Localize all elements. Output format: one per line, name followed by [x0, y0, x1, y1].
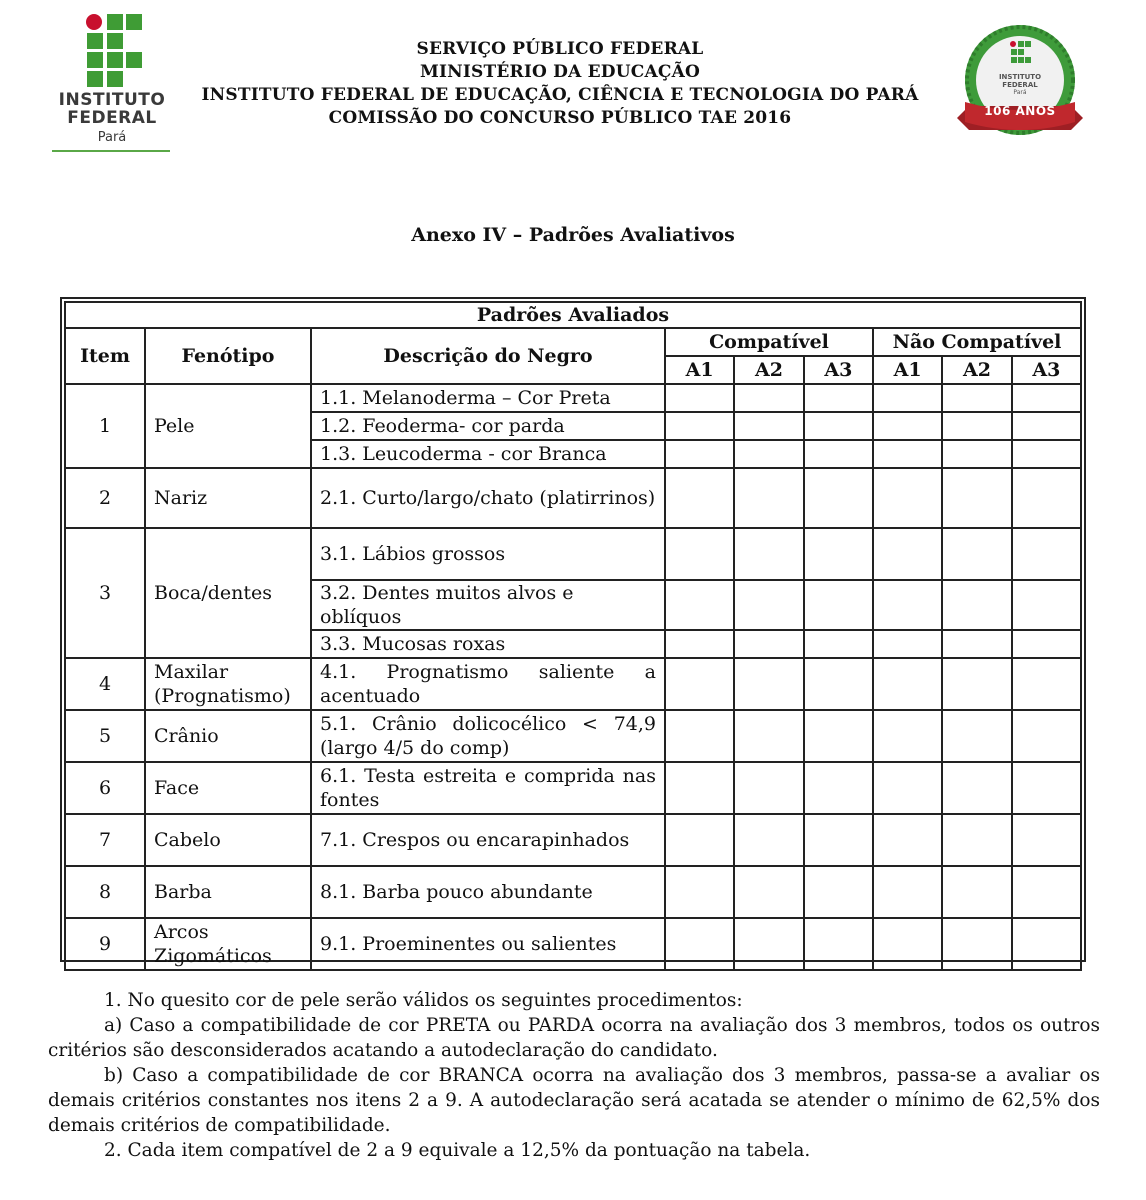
- mark-cell[interactable]: [734, 710, 803, 762]
- header-line: INSTITUTO FEDERAL DE EDUCAÇÃO, CIÊNCIA E TECNOLOGIA DO PARÁ: [201, 85, 919, 105]
- mark-cell[interactable]: [734, 528, 803, 580]
- evaluation-grid: [64, 301, 1082, 971]
- mark-cell[interactable]: [873, 440, 942, 468]
- mark-cell[interactable]: [734, 580, 803, 630]
- mark-cell[interactable]: [942, 918, 1011, 970]
- mark-cell[interactable]: [1012, 440, 1081, 468]
- col-item-header: Item: [65, 328, 145, 384]
- evaluator-header: A3: [1012, 356, 1081, 384]
- annex-title: Anexo IV – Padrões Avaliativos: [411, 224, 735, 246]
- mark-cell[interactable]: [1012, 918, 1081, 970]
- mark-cell[interactable]: [1012, 710, 1081, 762]
- mark-cell[interactable]: [804, 814, 873, 866]
- header-text: [180, 38, 940, 130]
- mark-cell[interactable]: [734, 658, 803, 710]
- descricao-cell: 6.1. Testa estreita e comprida nas fontes: [311, 762, 665, 814]
- mark-cell[interactable]: [665, 814, 734, 866]
- mark-cell[interactable]: [804, 710, 873, 762]
- mark-cell[interactable]: [1012, 580, 1081, 630]
- item-number: 5: [65, 710, 145, 762]
- note-item: 1. No quesito cor de pele serão válidos os seguintes procedimentos:: [104, 990, 743, 1011]
- mark-cell[interactable]: [665, 412, 734, 440]
- mark-cell[interactable]: [873, 814, 942, 866]
- table-row: [65, 866, 1081, 918]
- note-item: b) Caso a compatibilidade de cor BRANCA ocorra na avaliação dos 3 membros, passa-se a avaliar os demais critérios constantes nos itens 2 a 9. A autodeclaração será acatada se atender o mínimo de 62,5% dos demais critérios de compatibilidade.: [48, 1065, 1100, 1136]
- descricao-cell: 3.3. Mucosas roxas: [311, 630, 665, 658]
- mark-cell[interactable]: [873, 918, 942, 970]
- evaluation-table: [60, 297, 1086, 967]
- note-item: a) Caso a compatibilidade de cor PRETA ou PARDA ocorra na avaliação dos 3 membros, todos os outros critérios são desconsiderados acatando a autodeclaração do candidato.: [48, 1015, 1100, 1061]
- notes-section: [48, 988, 1100, 1163]
- mark-cell[interactable]: [734, 468, 803, 528]
- fenotipo-cell: Face: [145, 762, 311, 814]
- mark-cell[interactable]: [873, 866, 942, 918]
- mark-cell[interactable]: [942, 762, 1011, 814]
- logo-name-line1: INSTITUTO: [58, 90, 166, 110]
- descricao-cell: 1.1. Melanoderma – Cor Preta: [311, 384, 665, 412]
- mark-cell[interactable]: [804, 528, 873, 580]
- descricao-cell: 9.1. Proeminentes ou salientes: [311, 918, 665, 970]
- mark-cell[interactable]: [1012, 384, 1081, 412]
- group-compativel-header: Compatível: [665, 328, 873, 356]
- mark-cell[interactable]: [1012, 468, 1081, 528]
- header-line: MINISTÉRIO DA EDUCAÇÃO: [420, 62, 700, 82]
- mark-cell[interactable]: [873, 528, 942, 580]
- mark-cell[interactable]: [1012, 658, 1081, 710]
- mark-cell[interactable]: [942, 412, 1011, 440]
- seal-line3: Pará: [1013, 89, 1027, 96]
- mark-cell[interactable]: [942, 814, 1011, 866]
- table-row: [65, 528, 1081, 580]
- mark-cell[interactable]: [1012, 412, 1081, 440]
- item-number: 4: [65, 658, 145, 710]
- mark-cell[interactable]: [665, 468, 734, 528]
- header-line: SERVIÇO PÚBLICO FEDERAL: [416, 39, 704, 59]
- col-fenotipo-header: Fenótipo: [145, 328, 311, 384]
- item-number: 6: [65, 762, 145, 814]
- logo-name-line3: Pará: [97, 130, 127, 145]
- item-number: 8: [65, 866, 145, 918]
- mark-cell[interactable]: [873, 710, 942, 762]
- mark-cell[interactable]: [1012, 866, 1081, 918]
- table-row: [65, 918, 1081, 970]
- evaluator-header: A2: [942, 356, 1011, 384]
- mark-cell[interactable]: [734, 630, 803, 658]
- mark-cell[interactable]: [734, 384, 803, 412]
- item-number: 3: [65, 528, 145, 658]
- mark-cell[interactable]: [942, 630, 1011, 658]
- mark-cell[interactable]: [804, 468, 873, 528]
- item-number: 7: [65, 814, 145, 866]
- descricao-cell: 5.1. Crânio dolicocélico < 74,9 (largo 4/5 do comp): [311, 710, 665, 762]
- mark-cell[interactable]: [1012, 814, 1081, 866]
- fenotipo-cell: Boca/dentes: [145, 528, 311, 658]
- anniversary-seal: [955, 22, 1085, 147]
- fenotipo-cell: Maxilar (Prognatismo): [145, 658, 311, 710]
- descricao-cell: 7.1. Crespos ou encarapinhados: [311, 814, 665, 866]
- group-nao-compativel-header: Não Compatível: [873, 328, 1081, 356]
- descricao-cell: 1.3. Leucoderma - cor Branca: [311, 440, 665, 468]
- fenotipo-cell: Nariz: [145, 468, 311, 528]
- item-number: 9: [65, 918, 145, 970]
- mark-cell[interactable]: [1012, 630, 1081, 658]
- item-number: 1: [65, 384, 145, 468]
- item-number: 2: [65, 468, 145, 528]
- mark-cell[interactable]: [873, 762, 942, 814]
- seal-ribbon-text: 106 ANOS: [984, 104, 1056, 118]
- table-row: [65, 384, 1081, 412]
- institute-logo-mark-icon: [52, 12, 172, 88]
- col-descricao-header: Descrição do Negro: [311, 328, 665, 384]
- mark-cell[interactable]: [734, 814, 803, 866]
- mark-cell[interactable]: [942, 658, 1011, 710]
- descricao-cell: 3.2. Dentes muitos alvos e oblíquos: [311, 580, 665, 630]
- descricao-cell: 3.1. Lábios grossos: [311, 528, 665, 580]
- seal-line1: INSTITUTO: [998, 73, 1042, 81]
- mark-cell[interactable]: [665, 580, 734, 630]
- evaluator-header: A3: [804, 356, 873, 384]
- mark-cell[interactable]: [804, 580, 873, 630]
- mark-cell[interactable]: [734, 762, 803, 814]
- logo-underline: [52, 150, 170, 152]
- page-header: [0, 0, 1146, 165]
- mark-cell[interactable]: [665, 710, 734, 762]
- fenotipo-cell: Pele: [145, 384, 311, 468]
- mark-cell[interactable]: [665, 384, 734, 412]
- descricao-cell: 4.1. Prognatismo saliente a acentuado: [311, 658, 665, 710]
- mark-cell[interactable]: [734, 918, 803, 970]
- mark-cell[interactable]: [665, 658, 734, 710]
- table-caption-row: [65, 302, 1081, 328]
- mark-cell[interactable]: [804, 658, 873, 710]
- header-line: COMISSÃO DO CONCURSO PÚBLICO TAE 2016: [328, 108, 792, 128]
- mark-cell[interactable]: [804, 412, 873, 440]
- mark-cell[interactable]: [804, 762, 873, 814]
- mark-cell[interactable]: [734, 412, 803, 440]
- logo-name-line2: FEDERAL: [67, 108, 157, 128]
- note-item: 2. Cada item compatível de 2 a 9 equivale a 12,5% da pontuação na tabela.: [104, 1140, 811, 1161]
- mark-cell[interactable]: [804, 918, 873, 970]
- mark-cell[interactable]: [734, 440, 803, 468]
- table-row: [65, 658, 1081, 710]
- mark-cell[interactable]: [665, 528, 734, 580]
- descricao-cell: 1.2. Feoderma- cor parda: [311, 412, 665, 440]
- mark-cell[interactable]: [942, 468, 1011, 528]
- descricao-cell: 2.1. Curto/largo/chato (platirrinos): [311, 468, 665, 528]
- mark-cell[interactable]: [665, 630, 734, 658]
- mark-cell[interactable]: [804, 384, 873, 412]
- mark-cell[interactable]: [942, 440, 1011, 468]
- table-row: [65, 710, 1081, 762]
- mark-cell[interactable]: [804, 440, 873, 468]
- fenotipo-cell: Arcos Zigomáticos: [145, 918, 311, 970]
- mark-cell[interactable]: [942, 384, 1011, 412]
- descricao-cell: 8.1. Barba pouco abundante: [311, 866, 665, 918]
- mark-cell[interactable]: [942, 580, 1011, 630]
- mark-cell[interactable]: [665, 440, 734, 468]
- mark-cell[interactable]: [1012, 528, 1081, 580]
- table-caption: Padrões Avaliados: [65, 302, 1081, 328]
- seal-line2: FEDERAL: [1002, 81, 1038, 89]
- mark-cell[interactable]: [665, 762, 734, 814]
- mark-cell[interactable]: [804, 866, 873, 918]
- mark-cell[interactable]: [873, 412, 942, 440]
- mark-cell[interactable]: [665, 866, 734, 918]
- mark-cell[interactable]: [942, 866, 1011, 918]
- mark-cell[interactable]: [942, 710, 1011, 762]
- fenotipo-cell: Barba: [145, 866, 311, 918]
- mark-cell[interactable]: [804, 630, 873, 658]
- evaluator-header: A1: [873, 356, 942, 384]
- table-row: [65, 814, 1081, 866]
- mark-cell[interactable]: [873, 658, 942, 710]
- mark-cell[interactable]: [873, 468, 942, 528]
- mark-cell[interactable]: [734, 866, 803, 918]
- institute-logo: [52, 12, 172, 154]
- table-row: [65, 762, 1081, 814]
- table-header-row: [65, 328, 1081, 356]
- mark-cell[interactable]: [873, 384, 942, 412]
- fenotipo-cell: Cabelo: [145, 814, 311, 866]
- mark-cell[interactable]: [873, 580, 942, 630]
- mark-cell[interactable]: [942, 528, 1011, 580]
- mark-cell[interactable]: [665, 918, 734, 970]
- table-row: [65, 468, 1081, 528]
- evaluator-header: A1: [665, 356, 734, 384]
- evaluator-header: A2: [734, 356, 803, 384]
- fenotipo-cell: Crânio: [145, 710, 311, 762]
- mark-cell[interactable]: [1012, 762, 1081, 814]
- mark-cell[interactable]: [873, 630, 942, 658]
